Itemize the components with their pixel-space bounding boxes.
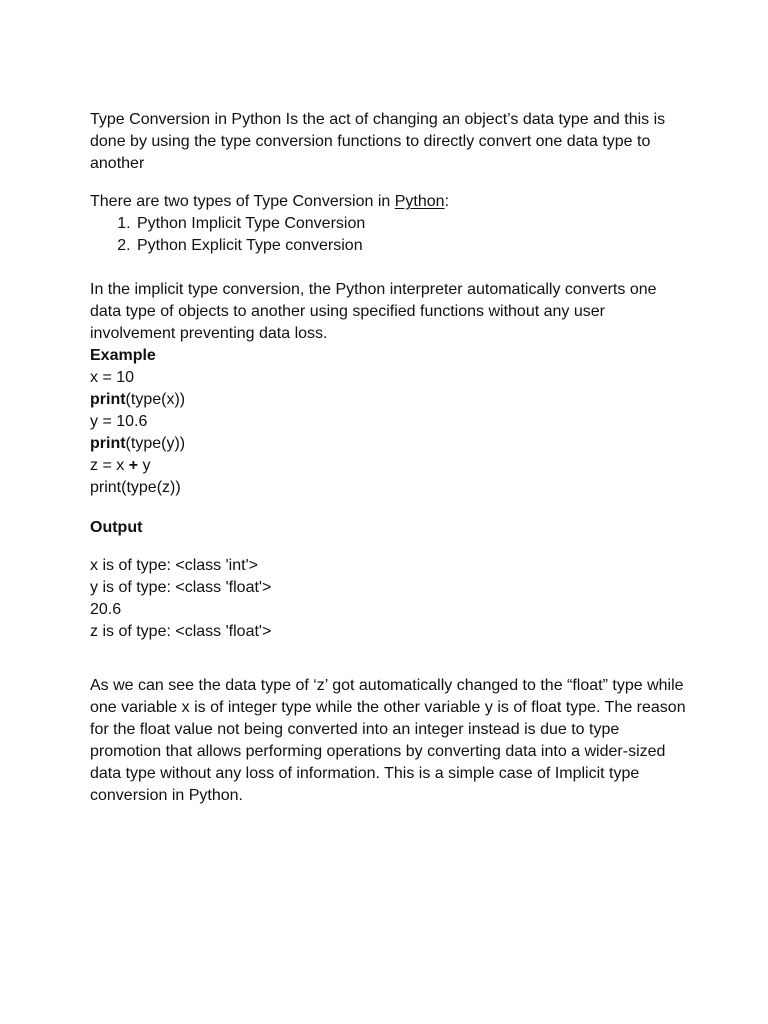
output-line: 20.6: [90, 601, 122, 618]
code-line-y: y = 10.6: [90, 413, 148, 430]
list-item: 2. Python Explicit Type conversion: [135, 235, 690, 257]
types-intro-colon: :: [444, 193, 450, 210]
types-list: [90, 213, 690, 257]
code-line-print-y: print(type(y)): [90, 435, 186, 452]
code-line-print-x: print(type(x)): [90, 391, 186, 408]
code-line-x: x = 10: [90, 369, 135, 386]
intro-paragraph: Type Conversion in Python Is the act of changing an object’s data type and this is done by using the type conversion functions to directly convert one data type to another: [90, 111, 666, 172]
conclusion-paragraph: As we can see the data type of ‘z’ got automatically changed to the “float” type while one variable x is of integer type while the other variable y is of float type. The reason for the float value not being converted into an integer instead is due to type promotion that allows performing operations by converting data into a wider-sized data type without any loss of information. This is a simple case of Implicit type conversion in Python.: [90, 677, 686, 804]
types-intro-paragraph: [90, 191, 690, 213]
types-intro-text: There are two types of Type Conversion in: [90, 193, 395, 210]
output-heading: Output: [90, 519, 143, 536]
output-line: x is of type: <class 'int'>: [90, 557, 258, 574]
code-line-z: z = x + y: [90, 457, 151, 474]
output-line: y is of type: <class 'float'>: [90, 579, 272, 596]
code-line-print-z: print(type(z)): [90, 479, 181, 496]
output-block: [90, 555, 690, 643]
implicit-paragraph: In the implicit type conversion, the Python interpreter automatically converts one data type of objects to another using specified functions without any user involvement preventing data loss.: [90, 281, 657, 342]
document-page: [90, 109, 690, 807]
python-link[interactable]: Python: [394, 193, 445, 210]
output-line: z is of type: <class 'float'>: [90, 623, 272, 640]
list-item: 1. Python Implicit Type Conversion: [135, 213, 690, 235]
example-heading: Example: [90, 347, 156, 364]
